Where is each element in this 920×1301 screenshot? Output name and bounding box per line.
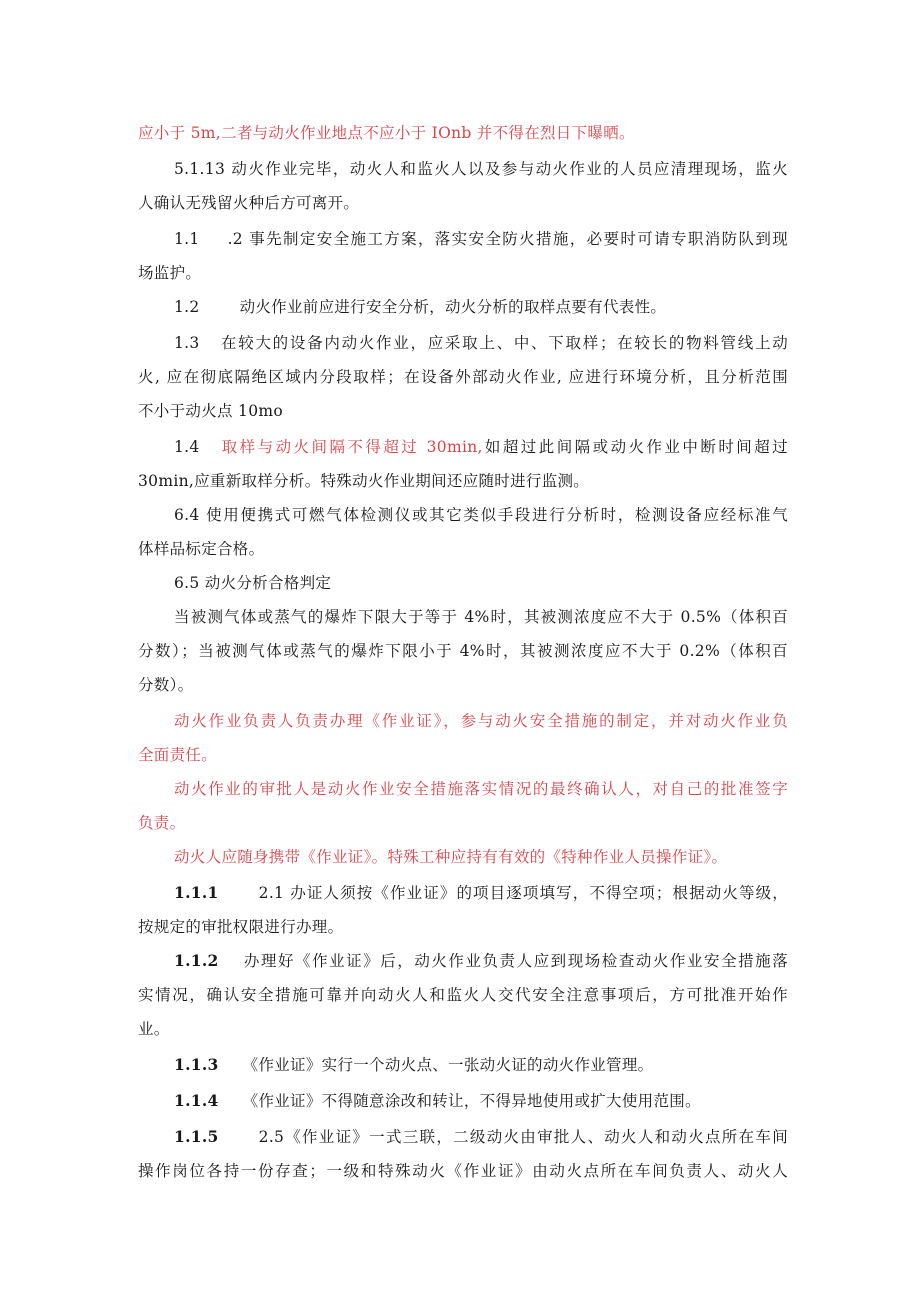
paragraph-1-1-2 <box>138 944 788 1046</box>
paragraph-line: 30min,应重新取样分析。特殊动火作业期间还应随时进行监测。 <box>138 472 590 490</box>
paragraph-line <box>138 1048 788 1082</box>
paragraph-line: 分数）；当被测气体或蒸气的爆炸下限小于 4%时，其被测浓度应不大于 0.2%（体积百 <box>138 642 788 660</box>
paragraph-line: 分数）。 <box>138 676 194 694</box>
paragraph-5-1-13 <box>138 152 788 220</box>
paragraph-line <box>138 876 788 910</box>
paragraph-line: 当被测气体或蒸气的爆炸下限大于等于 4%时，其被测浓度应不大于 0.5%（体积百 <box>174 608 788 626</box>
paragraph-text: 在较大的设备内动火作业，应采取上、中、下取样；在较长的物料管线上动 <box>219 334 788 352</box>
paragraph-line <box>138 290 788 324</box>
paragraph-1-1-1 <box>138 876 788 944</box>
paragraph-line <box>138 326 788 360</box>
paragraph-1-1-5 <box>138 1120 788 1188</box>
paragraph-1 <box>138 116 788 150</box>
paragraph-line: 6.4 使用便携式可燃气体检测仪或其它类似手段进行分析时，检测设备应经标准气 <box>174 506 788 524</box>
paragraph-line <box>138 1120 788 1154</box>
paragraph-line <box>138 1084 788 1118</box>
paragraph-text: 《作业证》实行一个动火点、一张动火证的动火作业管理。 <box>242 1056 654 1074</box>
paragraph-line: 6.5 动火分析合格判定 <box>174 574 332 592</box>
paragraph-approver <box>138 772 788 840</box>
paragraph-line: 场监护。 <box>138 264 202 282</box>
paragraph-line: 应小于 5m,二者与动火作业地点不应小于 IOnb 并不得在烈日下曝晒。 <box>138 124 635 142</box>
paragraph-line: 动火作业的审批人是动火作业安全措施落实情况的最终确认人，对自己的批准签字 <box>174 780 788 798</box>
paragraph-1-1-4 <box>138 1084 788 1118</box>
section-number: 1.3 <box>174 334 200 352</box>
paragraph-line: 全面责任。 <box>138 746 218 764</box>
paragraph-line: 实情况，确认安全措施可靠并向动火人和监火人交代安全注意事项后，方可批准开始作 <box>138 986 788 1004</box>
paragraph-line: 按规定的审批权限进行办理。 <box>138 918 344 936</box>
highlighted-text: 取样与动火间隔不得超过 30min, <box>219 438 483 456</box>
paragraph-6-4 <box>138 498 788 566</box>
section-number: 1.1.5 <box>174 1127 219 1146</box>
paragraph-1-2 <box>138 290 788 324</box>
paragraph-6-5 <box>138 566 788 600</box>
paragraph-line: 动火人应随身携带《作业证》。特殊工种应持有有效的《特种作业人员操作证》。 <box>174 848 728 866</box>
paragraph-6-5-body <box>138 600 788 702</box>
paragraph-1-3 <box>138 326 788 428</box>
paragraph-text: 《作业证》不得随意涂改和转让，不得异地使用或扩大使用范围。 <box>242 1092 701 1110</box>
paragraph-operator <box>138 840 788 874</box>
paragraph-text: 如超过此间隔或动火作业中断时间超过 <box>482 438 788 456</box>
paragraph-1-1-3 <box>138 1048 788 1082</box>
paragraph-line: 人确认无残留火种后方可离开。 <box>138 194 360 212</box>
paragraph-1-1 <box>138 222 788 290</box>
paragraph-text: 办理好《作业证》后，动火作业负责人应到现场检查动火作业安全措施落 <box>242 952 788 970</box>
section-number: 1.1.4 <box>174 1091 219 1110</box>
paragraph-line <box>138 430 788 464</box>
section-number: 1.1.3 <box>174 1055 219 1074</box>
paragraph-line: 5.1.13 动火作业完毕，动火人和监火人以及参与动火作业的人员应清理现场，监火 <box>174 160 788 178</box>
paragraph-text: .2 事先制定安全施工方案，落实安全防火措施，必要时可请专职消防队到现 <box>227 230 788 248</box>
paragraph-1-4 <box>138 430 788 498</box>
paragraph-line: 动火作业负责人负责办理《作业证》，参与动火安全措施的制定，并对动火作业负 <box>174 712 788 730</box>
paragraph-line <box>138 222 788 256</box>
section-number: 1.1.1 <box>174 883 219 902</box>
section-number: 1.2 <box>174 298 200 316</box>
paragraph-text: 2.5《作业证》一式三联，二级动火由审批人、动火人和动火点所在车间 <box>258 1128 788 1146</box>
paragraph-line: 业。 <box>138 1020 170 1038</box>
paragraph-text: 2.1 办证人须按《作业证》的项目逐项填写，不得空项；根据动火等级， <box>258 884 788 902</box>
paragraph-line: 火, 应在彻底隔绝区域内分段取样；在设备外部动火作业, 应进行环境分析，且分析范围 <box>138 368 788 386</box>
paragraph-responsible-person <box>138 704 788 772</box>
section-number: 1.1 <box>174 230 200 248</box>
paragraph-line <box>138 944 788 978</box>
paragraph-line: 不小于动火点 10mo <box>138 402 283 420</box>
paragraph-text: 动火作业前应进行安全分析，动火分析的取样点要有代表性。 <box>239 298 667 316</box>
section-number: 1.4 <box>174 438 200 456</box>
section-number: 1.1.2 <box>174 951 219 970</box>
paragraph-line: 负责。 <box>138 814 186 832</box>
paragraph-line: 操作岗位各持一份存查；一级和特殊动火《作业证》由动火点所在车间负责人、动火人 <box>138 1162 788 1180</box>
paragraph-line: 体样品标定合格。 <box>138 540 265 558</box>
